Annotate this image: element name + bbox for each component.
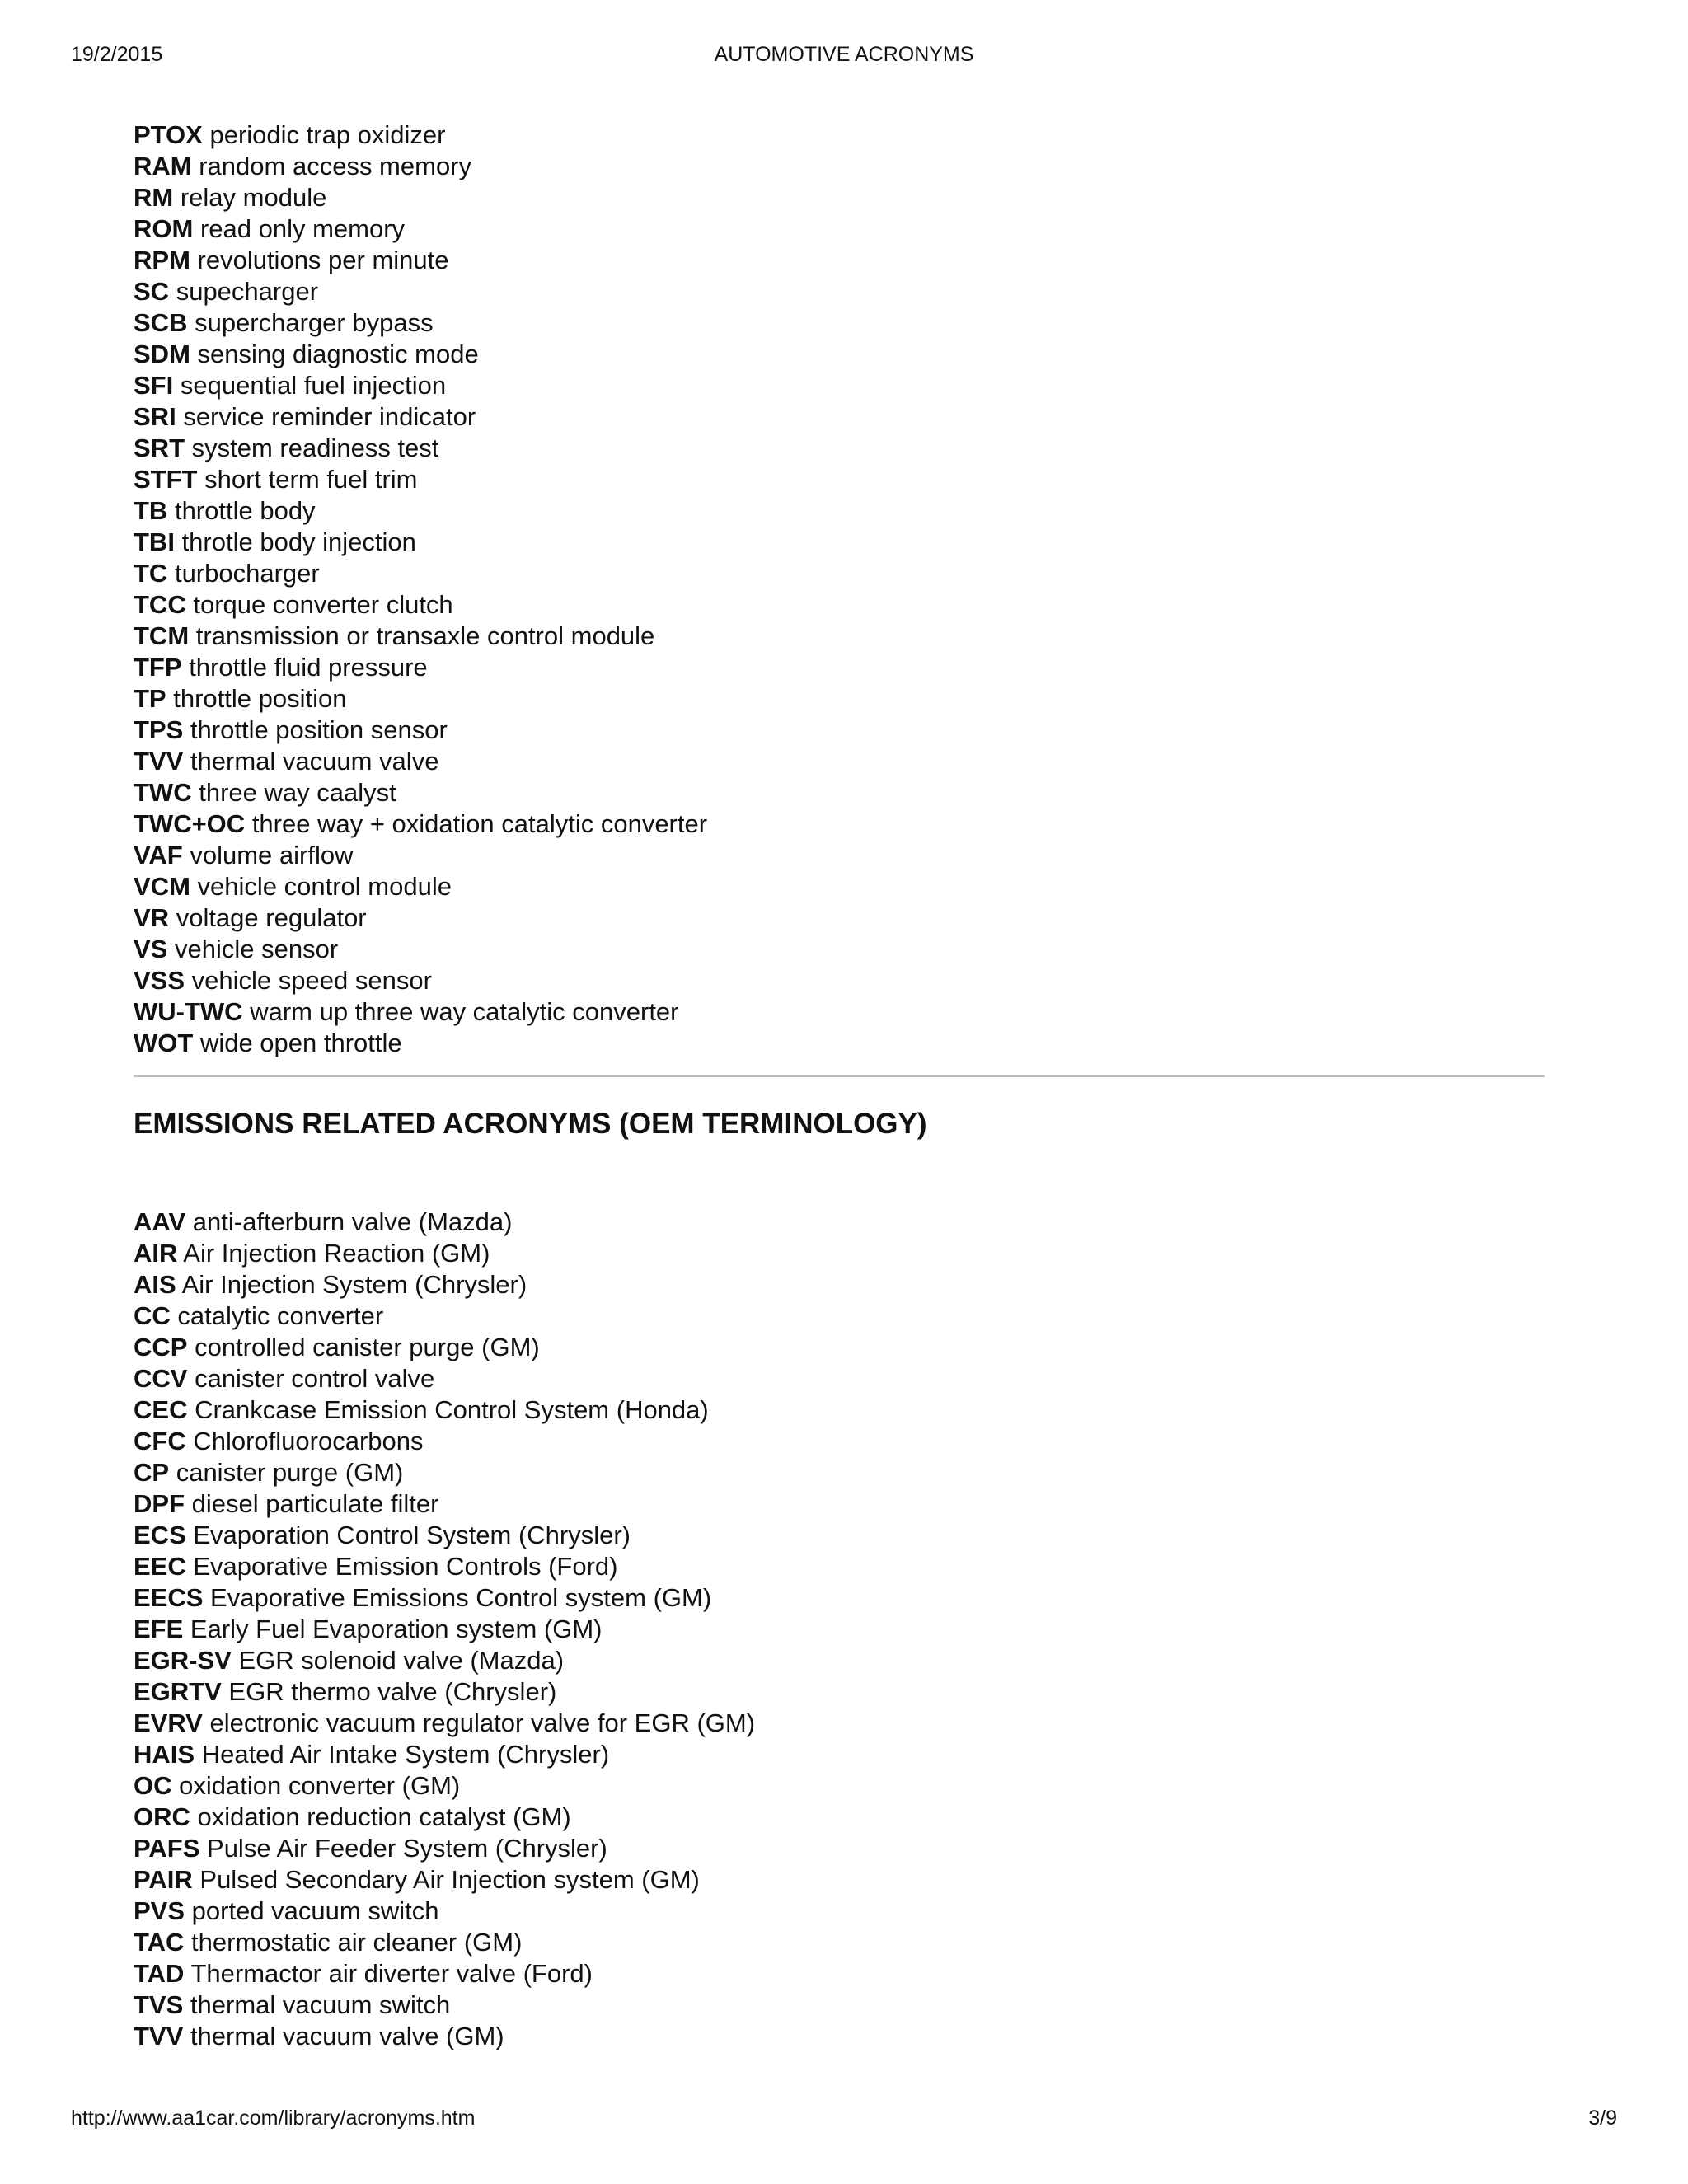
list-item: [134, 1833, 1545, 1864]
list-item: [134, 1676, 1545, 1708]
acronym-definition: thermostatic air cleaner (GM): [191, 1928, 523, 1957]
list-item: [134, 276, 1545, 307]
acronym-definition: torque converter clutch: [193, 590, 453, 619]
acronym-definition: Thermactor air diverter valve (Ford): [190, 1959, 593, 1988]
acronym-term: RPM: [134, 246, 190, 274]
acronym-term: EGRTV: [134, 1677, 222, 1706]
acronym-definition: vehicle speed sensor: [191, 966, 432, 995]
acronym-definition: electronic vacuum regulator valve for EGR (GM): [209, 1708, 756, 1737]
print-header: [0, 43, 1688, 73]
acronym-term: EFE: [134, 1615, 184, 1643]
acronym-definition: Heated Air Intake System (Chrysler): [201, 1740, 610, 1769]
list-item: [134, 1864, 1545, 1896]
list-item: [134, 589, 1545, 621]
acronym-definition: three way caalyst: [199, 778, 396, 807]
acronym-definition: ported vacuum switch: [191, 1896, 439, 1925]
acronym-definition: system readiness test: [191, 434, 439, 462]
acronym-term: TAD: [134, 1959, 185, 1988]
list-item: [134, 965, 1545, 996]
acronym-term: WOT: [134, 1029, 194, 1057]
acronym-definition: supercharger bypass: [195, 308, 434, 337]
acronym-definition: transmission or transaxle control module: [195, 621, 655, 650]
acronym-definition: Air Injection Reaction (GM): [183, 1239, 490, 1268]
acronym-term: PAFS: [134, 1834, 200, 1863]
acronym-definition: thermal vacuum valve: [190, 747, 439, 776]
list-item: [134, 934, 1545, 965]
acronym-definition: Evaporative Emissions Control system (GM): [210, 1583, 712, 1612]
acronym-term: TP: [134, 684, 166, 713]
acronym-definition: service reminder indicator: [183, 402, 476, 431]
list-item: [134, 1426, 1545, 1457]
list-item: [134, 370, 1545, 401]
acronym-term: OC: [134, 1771, 172, 1800]
acronym-term: CP: [134, 1458, 170, 1487]
acronym-term: CFC: [134, 1427, 186, 1455]
acronym-term: ECS: [134, 1521, 186, 1549]
acronym-term: PVS: [134, 1896, 185, 1925]
acronym-definition: warm up three way catalytic converter: [250, 997, 679, 1026]
acronym-term: ROM: [134, 214, 194, 243]
list-item: [134, 245, 1545, 276]
acronym-definition: Early Fuel Evaporation system (GM): [190, 1615, 603, 1643]
acronym-definition: wide open throttle: [199, 1029, 402, 1057]
acronym-term: EVRV: [134, 1708, 203, 1737]
list-item: [134, 558, 1545, 589]
list-item: [134, 1802, 1545, 1833]
list-item: [134, 1363, 1545, 1394]
list-item: [134, 1394, 1545, 1426]
list-item: [134, 621, 1545, 652]
acronym-definition: revolutions per minute: [197, 246, 449, 274]
acronym-term: TWC: [134, 778, 192, 807]
section-divider: [134, 1075, 1545, 1077]
acronym-definition: controlled canister purge (GM): [195, 1333, 540, 1361]
acronym-term: TFP: [134, 653, 182, 682]
acronym-term: SCB: [134, 308, 188, 337]
list-item: [134, 433, 1545, 464]
acronym-definition: sensing diagnostic mode: [197, 340, 479, 368]
acronym-term: SRT: [134, 434, 185, 462]
acronym-term: SFI: [134, 371, 174, 400]
acronym-term: TVV: [134, 747, 184, 776]
acronym-definition: turbocharger: [174, 559, 320, 588]
acronym-definition: throtle body injection: [181, 527, 416, 556]
acronym-definition: canister purge (GM): [176, 1458, 404, 1487]
page-content: [134, 120, 1545, 2052]
list-item: [134, 871, 1545, 902]
acronym-definition: Crankcase Emission Control System (Honda): [195, 1395, 709, 1424]
acronym-definition: thermal vacuum valve (GM): [190, 2022, 504, 2050]
acronym-definition: throttle fluid pressure: [189, 653, 428, 682]
list-item: [134, 746, 1545, 777]
list-item: [134, 1551, 1545, 1582]
list-item: [134, 307, 1545, 339]
acronym-definition: sequential fuel injection: [180, 371, 447, 400]
acronym-definition: EGR thermo valve (Chrysler): [228, 1677, 557, 1706]
source-url: http://www.aa1car.com/library/acronyms.htm: [71, 2107, 476, 2130]
acronym-term: TPS: [134, 715, 184, 744]
acronym-definition: EGR solenoid valve (Mazda): [238, 1646, 565, 1675]
acronym-term: TC: [134, 559, 168, 588]
acronym-term: VSS: [134, 966, 185, 995]
list-item: [134, 213, 1545, 245]
acronym-term: EGR-SV: [134, 1646, 232, 1675]
acronym-term: VS: [134, 935, 168, 963]
list-item: [134, 1301, 1545, 1332]
list-item: [134, 652, 1545, 683]
acronym-definition: short term fuel trim: [204, 465, 418, 494]
emissions-acronym-list: [134, 1207, 1545, 2052]
acronym-term: AIS: [134, 1270, 176, 1299]
acronym-definition: throttle body: [174, 496, 316, 525]
acronym-term: PAIR: [134, 1865, 193, 1894]
list-item: [134, 1488, 1545, 1520]
acronym-definition: oxidation converter (GM): [179, 1771, 461, 1800]
list-item: [134, 401, 1545, 433]
list-item: [134, 1269, 1545, 1301]
acronym-term: TCM: [134, 621, 190, 650]
acronym-term: CEC: [134, 1395, 188, 1424]
section-heading: EMISSIONS RELATED ACRONYMS (OEM TERMINOLOGY): [134, 1108, 927, 1140]
list-item: [134, 1739, 1545, 1770]
list-item: [134, 2021, 1545, 2052]
acronym-term: RAM: [134, 152, 192, 180]
list-item: [134, 182, 1545, 213]
acronym-definition: volume airflow: [190, 841, 354, 869]
acronym-definition: anti-afterburn valve (Mazda): [192, 1207, 513, 1236]
acronym-definition: relay module: [180, 183, 327, 212]
list-item: [134, 1708, 1545, 1739]
acronym-term: EECS: [134, 1583, 204, 1612]
list-item: [134, 1207, 1545, 1238]
list-item: [134, 1990, 1545, 2021]
acronym-term: SC: [134, 277, 170, 306]
acronym-definition: vehicle sensor: [174, 935, 339, 963]
acronym-term: DPF: [134, 1489, 185, 1518]
acronym-term: PTOX: [134, 120, 203, 149]
acronym-definition: diesel particulate filter: [191, 1489, 439, 1518]
acronym-definition: throttle position sensor: [190, 715, 448, 744]
list-item: [134, 495, 1545, 527]
acronym-definition: read only memory: [199, 214, 406, 243]
acronym-definition: Pulse Air Feeder System (Chrysler): [207, 1834, 607, 1863]
list-item: [134, 1238, 1545, 1269]
list-item: [134, 840, 1545, 871]
list-item: [134, 1927, 1545, 1958]
acronym-definition: Pulsed Secondary Air Injection system (GM): [199, 1865, 700, 1894]
list-item: [134, 683, 1545, 715]
list-item: [134, 902, 1545, 934]
page-title: AUTOMOTIVE ACRONYMS: [714, 43, 974, 66]
acronym-definition: Air Injection System (Chrysler): [181, 1270, 528, 1299]
acronym-term: TB: [134, 496, 168, 525]
acronym-term: VAF: [134, 841, 183, 869]
acronym-term: TVS: [134, 1990, 184, 2019]
acronym-definition: canister control valve: [195, 1364, 435, 1393]
acronym-term: TCC: [134, 590, 186, 619]
acronym-definition: periodic trap oxidizer: [209, 120, 446, 149]
acronym-definition: random access memory: [199, 152, 472, 180]
acronym-definition: thermal vacuum switch: [190, 1990, 451, 2019]
list-item: [134, 151, 1545, 182]
list-item: [134, 996, 1545, 1028]
acronym-definition: catalytic converter: [177, 1301, 384, 1330]
acronym-definition: Evaporative Emission Controls (Ford): [193, 1552, 618, 1581]
acronym-term: CCV: [134, 1364, 188, 1393]
list-item: [134, 1332, 1545, 1363]
acronym-definition: voltage regulator: [176, 903, 367, 932]
list-item: [134, 339, 1545, 370]
acronym-definition: oxidation reduction catalyst (GM): [197, 1802, 571, 1831]
acronym-term: TAC: [134, 1928, 185, 1957]
print-footer: [0, 2107, 1688, 2136]
acronym-definition: Evaporation Control System (Chrysler): [193, 1521, 631, 1549]
acronym-term: VR: [134, 903, 170, 932]
list-item: [134, 1645, 1545, 1676]
list-item: [134, 1582, 1545, 1614]
acronym-term: AAV: [134, 1207, 186, 1236]
acronym-term: HAIS: [134, 1740, 195, 1769]
list-item: [134, 1028, 1545, 1059]
acronym-term: VCM: [134, 872, 190, 901]
acronym-term: CCP: [134, 1333, 188, 1361]
acronym-term: TWC+OC: [134, 809, 246, 838]
acronym-definition: three way + oxidation catalytic converter: [251, 809, 708, 838]
acronym-term: AIR: [134, 1239, 178, 1268]
list-item: [134, 1520, 1545, 1551]
acronym-term: TVV: [134, 2022, 184, 2050]
list-item: [134, 120, 1545, 151]
acronym-term: RM: [134, 183, 174, 212]
print-date: 19/2/2015: [71, 43, 163, 66]
list-item: [134, 464, 1545, 495]
acronym-term: EEC: [134, 1552, 186, 1581]
acronym-definition: vehicle control module: [197, 872, 452, 901]
acronym-term: SDM: [134, 340, 190, 368]
list-item: [134, 808, 1545, 840]
list-item: [134, 527, 1545, 558]
acronym-definition: throttle position: [173, 684, 347, 713]
list-item: [134, 1896, 1545, 1927]
acronym-term: CC: [134, 1301, 171, 1330]
list-item: [134, 715, 1545, 746]
acronym-term: SRI: [134, 402, 176, 431]
acronym-definition: supecharger: [176, 277, 319, 306]
acronym-term: WU-TWC: [134, 997, 243, 1026]
list-item: [134, 777, 1545, 808]
list-item: [134, 1958, 1545, 1990]
acronym-definition: Chlorofluorocarbons: [193, 1427, 424, 1455]
acronym-list: [134, 120, 1545, 1059]
list-item: [134, 1614, 1545, 1645]
acronym-term: ORC: [134, 1802, 190, 1831]
list-item: [134, 1770, 1545, 1802]
acronym-term: STFT: [134, 465, 198, 494]
list-item: [134, 1457, 1545, 1488]
acronym-term: TBI: [134, 527, 175, 556]
page-number: 3/9: [1588, 2107, 1617, 2130]
